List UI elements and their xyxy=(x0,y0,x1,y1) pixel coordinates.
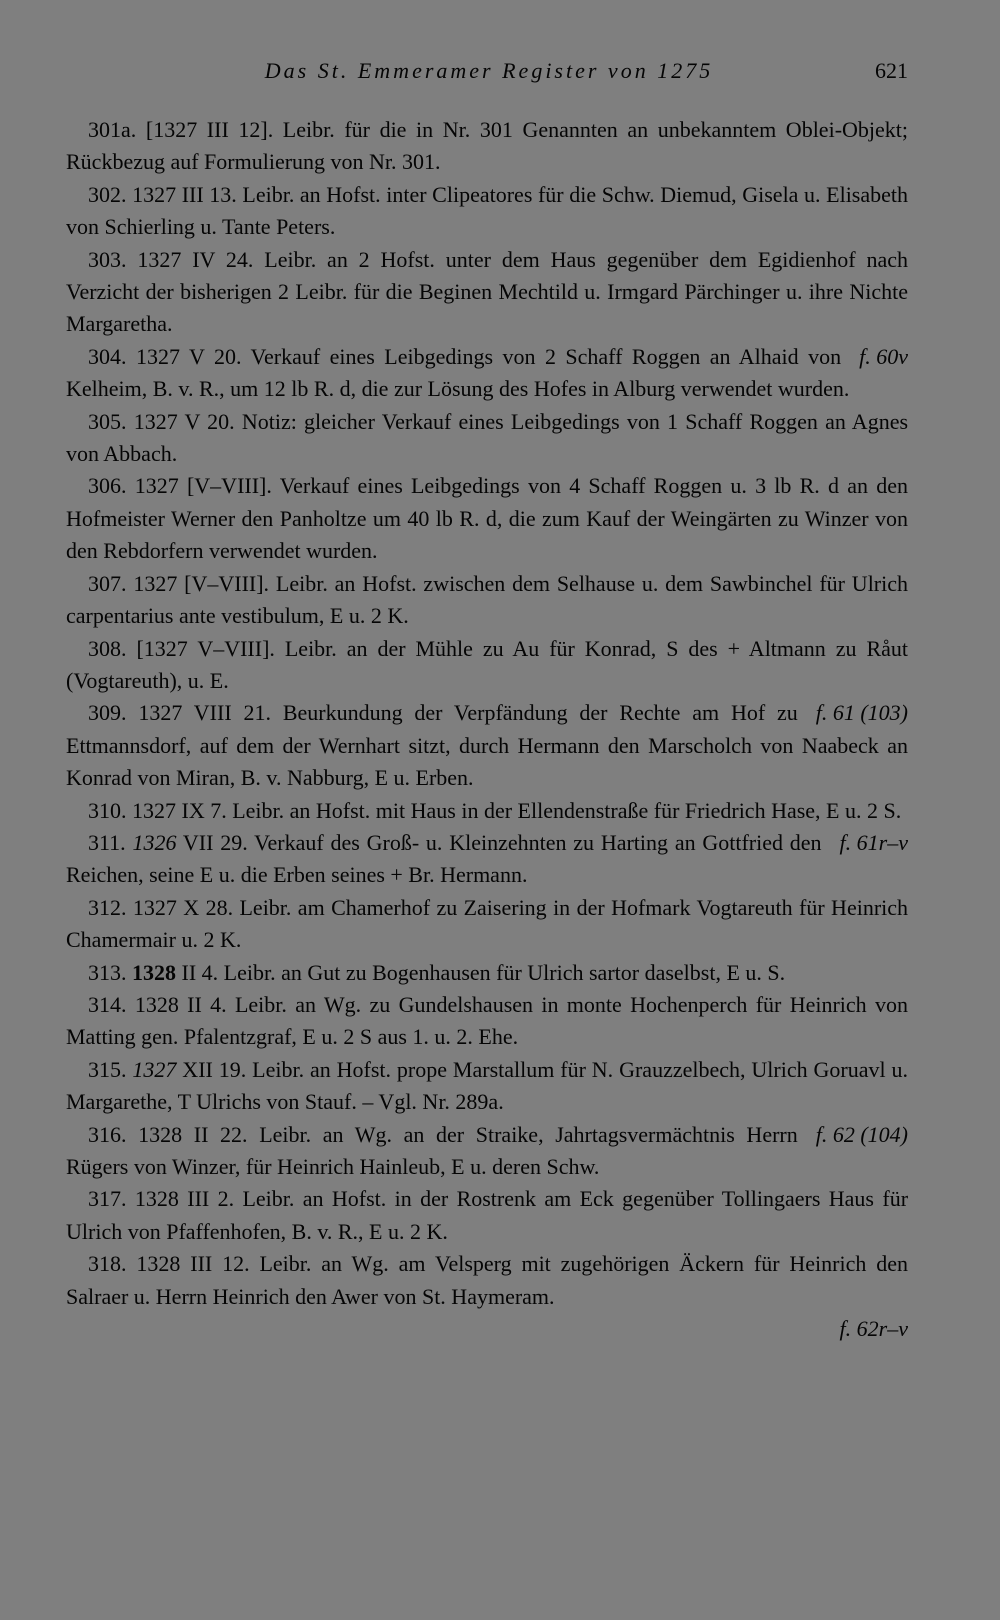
entry-text: Leibr. an 2 Hofst. unter dem Haus gegenüber dem Egidienhof nach Verzicht der bisherigen 2 Leibr. für die Beginen Mechtild u. Irmgard Pärchinger u. ihre Nichte Margaretha. xyxy=(66,246,909,337)
register-entry xyxy=(66,633,908,698)
entry-text: Leibr. an Hofst. prope Marstallum für N. Grauzzelbech, Ulrich Goruavl u. Margarethe, T Ulrichs von Stauf. – Vgl. Nr. 289a. xyxy=(66,1056,908,1115)
entry-text: Leibr. an der Mühle zu Au für Konrad, S des + Altmann zu Råut (Vogtareuth), u. E. xyxy=(66,635,909,693)
entry-number: 317. xyxy=(88,1186,127,1212)
entry-number: 313. xyxy=(88,959,127,985)
register-entry xyxy=(66,957,908,989)
entry-text: Notiz: gleicher Verkauf eines Leibgedings von 1 Schaff Roggen an Agnes von Abbach. xyxy=(66,408,909,467)
entry-number: 312. xyxy=(88,894,127,920)
register-entry xyxy=(66,1054,908,1119)
register-entry xyxy=(66,244,908,341)
register-entry xyxy=(66,179,908,244)
entry-text: Leibr. an Hofst. in der Rostrenk am Eck gegenüber Tollingaers Haus für Ulrich von Pfaffenhofen, B. v. R., E u. 2 K. xyxy=(66,1186,909,1244)
entry-date: 1328 II 22. xyxy=(138,1121,248,1147)
folio-reference: f. 61r–v xyxy=(839,829,908,855)
entry-number: 311. xyxy=(88,829,126,855)
entry-number: 316. xyxy=(88,1121,127,1147)
folio-reference: f. 60v xyxy=(859,343,908,369)
entry-date: [1327 V–VIII]. xyxy=(136,635,275,661)
entry-date: 1328 III 2. xyxy=(134,1186,235,1212)
entry-number: 309. xyxy=(88,700,127,726)
entry-number: 305. xyxy=(88,408,127,434)
entry-number: 307. xyxy=(88,570,127,596)
entry-number: 302. xyxy=(88,181,127,207)
entry-date: 1327 X 28. xyxy=(132,894,234,920)
entry-date: 1327 VIII 21. xyxy=(138,700,271,726)
entry-date: 1327 [V–VIII]. xyxy=(133,570,270,596)
entry-number: 304. xyxy=(88,343,127,369)
register-entry xyxy=(66,114,908,179)
entry-date: 1328 III 12. xyxy=(136,1251,250,1277)
register-entry xyxy=(66,470,908,567)
entry-text: Leibr. an Hofst. inter Clipeatores für die Schw. Diemud, Gisela u. Elisabeth von Schierling u. Tante Peters. xyxy=(66,181,909,240)
folio-reference: f. 61 (103) xyxy=(815,700,908,726)
register-entry xyxy=(66,1119,908,1184)
entry-text: Leibr. an Gut zu Bogenhausen für Ulrich sartor daselbst, E u. S. xyxy=(218,959,786,985)
entry-text: Leibr. für die in Nr. 301 Genannten an unbekanntem Oblei-Objekt; Rückbezug auf Formulierung von Nr. 301. xyxy=(66,117,909,175)
register-entry xyxy=(66,827,908,892)
entry-text: Beurkundung der Verpfändung der Rechte am Hof zu Ettmannsdorf, auf dem der Wernhart sitzt, durch Hermann den Marscholch von Naabeck an Konrad von Miran, B. v. Nabburg, E u. Erben. xyxy=(66,700,908,791)
register-entry xyxy=(66,568,908,633)
register-entry xyxy=(66,341,908,406)
register-entry xyxy=(66,1248,908,1345)
register-entry xyxy=(66,1183,908,1248)
entry-text: Verkauf eines Leibgedings von 2 Schaff Roggen an Alhaid von Kelheim, B. v. R., um 12 lb R. d, die zur Lösung des Hofes in Alburg verwendet wurden. xyxy=(66,343,850,402)
entry-date: 1327 [V–VIII]. xyxy=(134,473,272,499)
page-number: 621 xyxy=(875,58,908,83)
entry-number: 315. xyxy=(88,1056,127,1082)
entry-number: 318. xyxy=(88,1251,127,1277)
entry-text: Leibr. an Hofst. zwischen dem Selhause u. dem Sawbinchel für Ulrich carpentarius ante vestibulum, E u. 2 K. xyxy=(66,570,909,629)
entry-date: 1327 V 20. xyxy=(133,408,235,434)
entry-date-year: 1327 xyxy=(132,1056,177,1082)
folio-reference: f. 62 (104) xyxy=(815,1121,908,1147)
entry-date: 1327 III 13. xyxy=(132,181,237,207)
register-entry xyxy=(66,795,908,827)
entry-date-year: 1328 xyxy=(132,959,176,985)
register-entry xyxy=(66,406,908,471)
entry-text: Leibr. an Hofst. mit Haus in der Ellendenstraße für Friedrich Hase, E u. 2 S. xyxy=(226,797,902,823)
page-header xyxy=(70,58,908,94)
register-entries xyxy=(66,114,908,1345)
entry-number: 303. xyxy=(88,246,127,272)
entry-date: II 4. xyxy=(176,959,219,985)
entry-text: Verkauf eines Leibgedings von 4 Schaff Roggen u. 3 lb R. d an den Hofmeister Werner den Panholtze um 40 lb R. d, die zum Kauf der Weingärten zu Winzer von den Rebdorfern verwendet wurden. xyxy=(66,473,909,564)
entry-text: Leibr. an Wg. am Velsperg mit zugehörigen Äckern für Heinrich den Salraer u. Herrn Heinrich den Awer von St. Haymeram. xyxy=(66,1251,909,1309)
entry-number: 301a. xyxy=(88,117,137,142)
folio-reference: f. 62r–v xyxy=(839,1316,908,1342)
entry-number: 308. xyxy=(88,635,127,661)
entry-date: VII 29. xyxy=(176,829,248,855)
entry-number: 310. xyxy=(88,797,127,823)
entry-number: 314. xyxy=(88,991,127,1017)
entry-date: 1327 IV 24. xyxy=(137,246,254,272)
entry-text: Leibr. an Wg. zu Gundelshausen in monte Hochenperch für Heinrich von Matting gen. Pfalentzgraf, E u. 2 S aus 1. u. 2. Ehe. xyxy=(66,991,908,1050)
entry-date-year: 1326 xyxy=(132,829,177,855)
entry-number: 306. xyxy=(88,473,127,499)
entry-text: Leibr. an Wg. an der Straike, Jahrtagsvermächtnis Herrn Rügers von Winzer, für Heinrich Hainleub, E u. deren Schw. xyxy=(66,1121,798,1179)
entry-text: Leibr. am Chamerhof zu Zaisering in der Hofmark Vogtareuth für Heinrich Chamermair u. 2 K. xyxy=(66,894,909,953)
entry-text: Verkauf des Groß- u. Kleinzehnten zu Harting an Gottfried den Reichen, seine E u. die Erben seines + Br. Hermann. xyxy=(66,829,822,888)
entry-date: 1328 II 4. xyxy=(134,991,227,1017)
entry-date: 1327 V 20. xyxy=(135,343,242,369)
entry-date: [1327 III 12]. xyxy=(145,117,274,142)
register-entry xyxy=(66,989,908,1054)
entry-date: 1327 IX 7. xyxy=(132,797,227,823)
running-title: Das St. Emmeramer Register von 1275 xyxy=(264,58,714,83)
register-entry xyxy=(66,697,908,794)
register-entry xyxy=(66,892,908,957)
entry-date: XII 19. xyxy=(176,1056,247,1082)
